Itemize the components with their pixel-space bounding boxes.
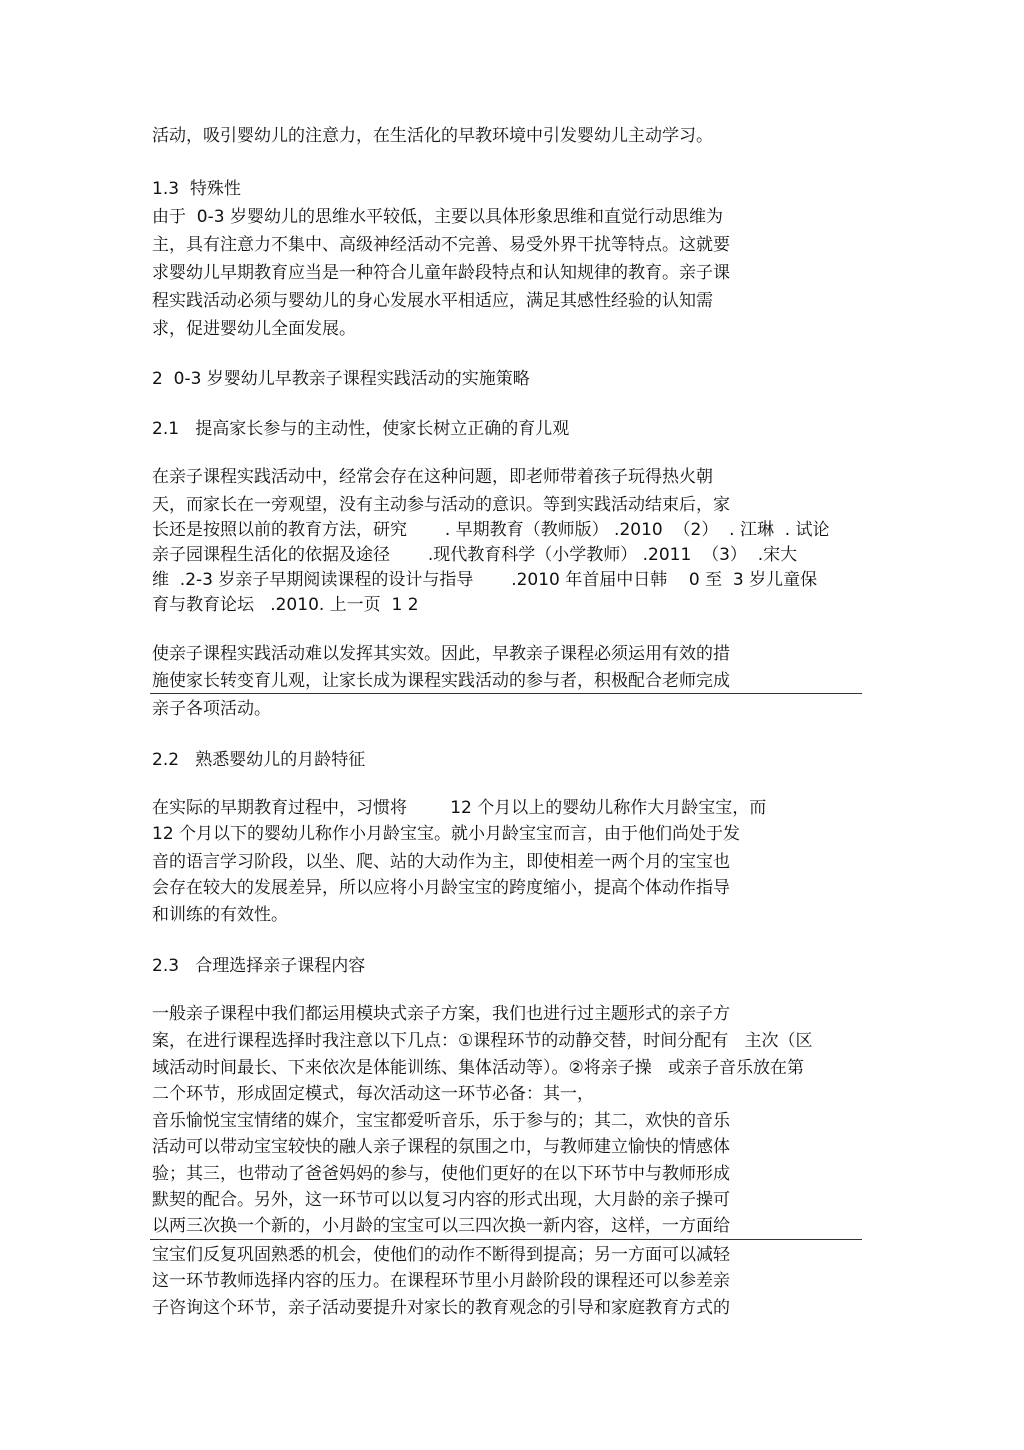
paragraph-line: 二个环节，形成固定模式，每次活动这一环节必备：其一， [152, 1084, 594, 1104]
paragraph-line: 音乐愉悦宝宝情绪的媒介，宝宝都爱听音乐，乐于参与的；其二，欢快的音乐 [152, 1111, 730, 1131]
paragraph-line: 这一环节教师选择内容的压力。在课程环节里小月龄阶段的课程还可以参差亲 [152, 1271, 730, 1291]
paragraph-line: 会存在较大的发展差异，所以应将小月龄宝宝的跨度缩小，提高个体动作指导 [152, 878, 730, 898]
paragraph-line: 天，而家长在一旁观望，没有主动参与活动的意识。等到实践活动结束后，家 [152, 495, 730, 515]
paragraph-line: 使亲子课程实践活动难以发挥其实效。因此，早教亲子课程必须运用有效的措 [152, 644, 730, 664]
horizontal-rule [150, 693, 862, 694]
section-heading-2: 2 0-3 岁婴幼儿早教亲子课程实践活动的实施策略 [152, 369, 530, 389]
paragraph-line: 域活动时间最长、下来依次是体能训练、集体活动等）。②将亲子操 或亲子音乐放在第 [152, 1058, 804, 1078]
paragraph-line: 程实践活动必须与婴幼儿的身心发展水平相适应，满足其感性经验的认知需 [152, 291, 713, 311]
paragraph-line: 施使家长转变育儿观，让家长成为课程实践活动的参与者，积极配合老师完成 [152, 671, 730, 691]
paragraph-line: 活动，吸引婴幼儿的注意力，在生活化的早教环境中引发婴幼儿主动学习。 [152, 126, 713, 146]
section-heading-2-3: 2.3 合理选择亲子课程内容 [152, 956, 366, 976]
paragraph-line: 12 个月以下的婴幼儿称作小月龄宝宝。就小月龄宝宝而言，由于他们尚处于发 [152, 824, 741, 844]
paragraph-line: 求婴幼儿早期教育应当是一种符合儿童年龄段特点和认知规律的教育。亲子课 [152, 263, 730, 283]
paragraph-line: 维 .2-3 岁亲子早期阅读课程的设计与指导 .2010 年首届中日韩 0 至 3 岁儿童保 [152, 570, 818, 590]
paragraph-line: 以两三次换一个新的，小月龄的宝宝可以三四次换一新内容，这样，一方面给 [152, 1216, 730, 1236]
section-heading-2-1: 2.1 提高家长参与的主动性，使家长树立正确的育儿观 [152, 419, 570, 439]
paragraph-line: 求，促进婴幼儿全面发展。 [152, 319, 356, 339]
paragraph-line: 音的语言学习阶段，以坐、爬、站的大动作为主，即使相差一两个月的宝宝也 [152, 852, 730, 872]
paragraph-line: 案，在进行课程选择时我注意以下几点：①课程环节的动静交替，时间分配有 主次（区 [152, 1031, 813, 1051]
paragraph-line: 在亲子课程实践活动中，经常会存在这种问题，即老师带着孩子玩得热火朝 [152, 467, 713, 487]
paragraph-line: 亲子园课程生活化的依据及途径 .现代教育科学（小学教师） .2011 （3） .宋大 [152, 545, 798, 565]
section-heading-2-2: 2.2 熟悉婴幼儿的月龄特征 [152, 750, 366, 770]
paragraph-line: 子咨询这个环节，亲子活动要提升对家长的教育观念的引导和家庭教育方式的 [152, 1298, 730, 1318]
paragraph-line: 育与教育论坛 .2010. 上一页 1 2 [152, 595, 419, 615]
paragraph-line: 一般亲子课程中我们都运用模块式亲子方案，我们也进行过主题形式的亲子方 [152, 1004, 730, 1024]
paragraph-line: 主，具有注意力不集中、高级神经活动不完善、易受外界干扰等特点。这就要 [152, 235, 730, 255]
paragraph-line: 由于 0-3 岁婴幼儿的思维水平较低，主要以具体形象思维和直觉行动思维为 [152, 207, 723, 227]
horizontal-rule [150, 1239, 862, 1240]
paragraph-line: 亲子各项活动。 [152, 699, 271, 719]
paragraph-line: 在实际的早期教育过程中，习惯将 12 个月以上的婴幼儿称作大月龄宝宝，而 [152, 798, 767, 818]
paragraph-line: 宝宝们反复巩固熟悉的机会，使他们的动作不断得到提高；另一方面可以减轻 [152, 1245, 730, 1265]
paragraph-line: 默契的配合。另外，这一环节可以以复习内容的形式出现，大月龄的亲子操可 [152, 1190, 730, 1210]
section-heading-1-3: 1.3 特殊性 [152, 179, 241, 199]
paragraph-line: 和训练的有效性。 [152, 905, 288, 925]
paragraph-line: 活动可以带动宝宝较快的融人亲子课程的氛围之巾，与教师建立愉快的情感体 [152, 1137, 730, 1157]
paragraph-line: 验；其三，也带动了爸爸妈妈的参与，使他们更好的在以下环节中与教师形成 [152, 1164, 730, 1184]
paragraph-line: 长还是按照以前的教育方法，研究 . 早期教育（教师版） .2010 （2） . 江琳 . 试论 [152, 520, 830, 540]
